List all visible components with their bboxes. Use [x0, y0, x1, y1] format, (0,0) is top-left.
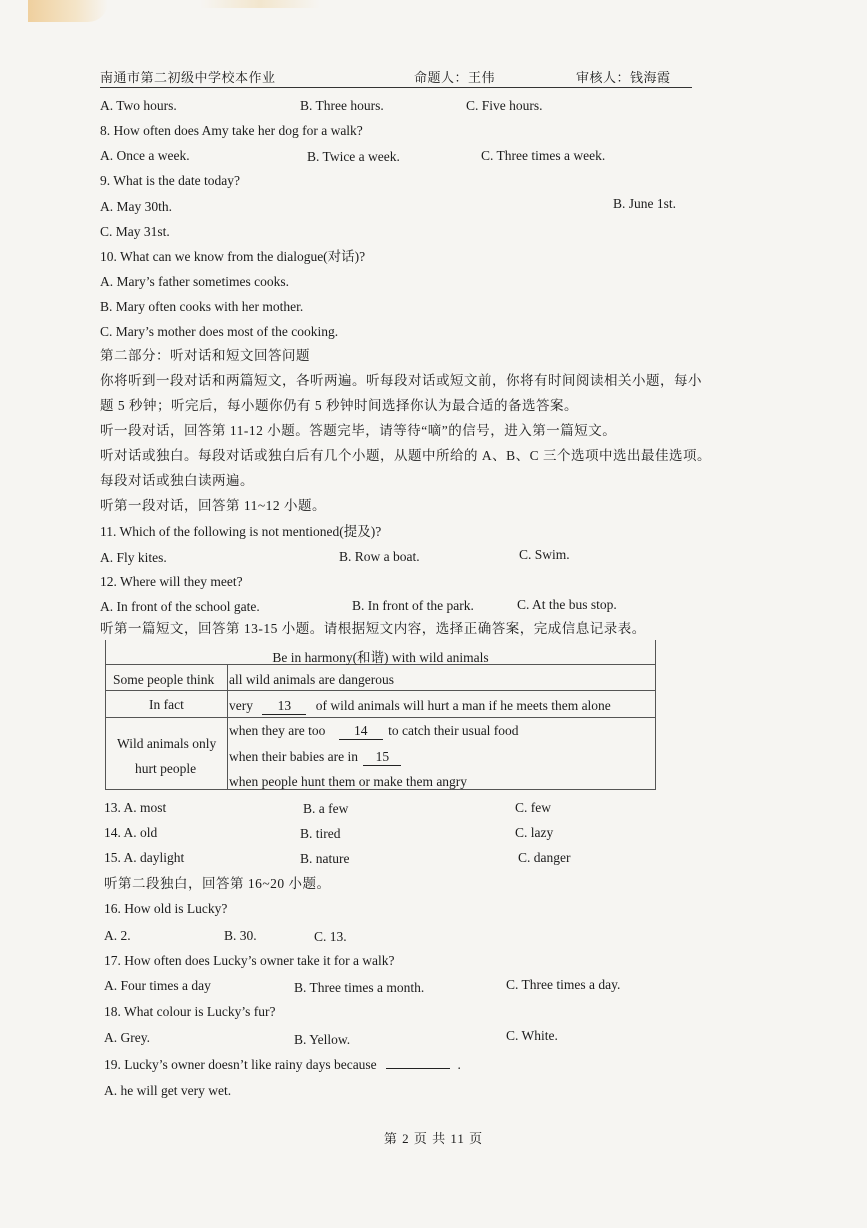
- q12-option-b: B. In front of the park.: [352, 598, 474, 613]
- q12-stem: 12. Where will they meet?: [100, 574, 243, 589]
- q17-option-b: B. Three times a month.: [294, 980, 425, 995]
- q11-option-a: A. Fly kites.: [100, 550, 167, 565]
- q19-stem-end: .: [457, 1057, 461, 1072]
- table-cell-text: when they are too: [229, 723, 326, 738]
- part2-instruction: 题 5 秒钟；听完后，每小题你仍有 5 秒钟时间选择你认为最合适的备选答案。: [100, 398, 578, 413]
- q8-stem: 8. How often does Amy take her dog for a walk?: [100, 123, 363, 138]
- table-cell-text: of wild animals will hurt a man if he meets them alone: [315, 698, 611, 713]
- section-instruction: 听第二段独白，回答第 16~20 小题。: [104, 876, 331, 891]
- info-record-table: [105, 640, 656, 790]
- q17-stem: 17. How often does Lucky’s owner take it for a walk?: [104, 953, 395, 968]
- blank-15: 15: [363, 749, 401, 766]
- q17-option-a: A. Four times a day: [104, 978, 211, 993]
- part2-instruction: 听对话或独白。每段对话或独白后有几个小题，从题中所给的 A、B、C 三个选项中选出最佳选项。: [100, 448, 712, 463]
- q15-option-a: 15. A. daylight: [104, 850, 185, 865]
- q15-option-b: B. nature: [300, 851, 350, 866]
- q18-option-c: C. White.: [506, 1028, 558, 1043]
- part2-instruction: 听一段对话，回答第 11-12 小题。答题完毕，请等待“嘀”的信号，进入第一篇短文。: [100, 423, 617, 438]
- table-cell: all wild animals are dangerous: [229, 672, 394, 687]
- q12-option-a: A. In front of the school gate.: [100, 599, 260, 614]
- table-title: Be in harmony(和谐) with wild animals: [272, 650, 489, 665]
- header-rule: [100, 87, 692, 88]
- q18-option-a: A. Grey.: [104, 1030, 150, 1045]
- part2-instruction: 你将听到一段对话和两篇短文，各听两遍。听每段对话或短文前，你将有时间阅读相关小题，每小: [100, 373, 702, 388]
- q10-option-b: B. Mary often cooks with her mother.: [100, 299, 304, 314]
- table-row-label: Some people think: [113, 672, 215, 687]
- blank-13: 13: [262, 698, 306, 715]
- table-cell: [229, 749, 401, 766]
- q13-option-a: 13. A. most: [104, 800, 167, 815]
- q15-option-c: C. danger: [518, 850, 571, 865]
- q13-option-b: B. a few: [303, 801, 349, 816]
- header-school: 南通市第二初级中学校本作业: [100, 70, 276, 85]
- q7-option-a: A. Two hours.: [100, 98, 177, 113]
- q7-option-c: C. Five hours.: [466, 98, 543, 113]
- q9-option-a: A. May 30th.: [100, 199, 172, 214]
- section-instruction: 听第一篇短文，回答第 13-15 小题。请根据短文内容，选择正确答案，完成信息记录表。: [100, 621, 646, 636]
- table-cell: when people hunt them or make them angry: [229, 774, 468, 789]
- part2-instruction: 每段对话或独白读两遍。: [100, 473, 254, 488]
- table-row-label: hurt people: [135, 761, 197, 776]
- q19-stem: [104, 1056, 461, 1074]
- q10-option-c: C. Mary’s mother does most of the cooking.: [100, 324, 339, 339]
- answer-blank: [386, 1068, 450, 1069]
- table-cell: [229, 698, 611, 715]
- q17-option-c: C. Three times a day.: [506, 977, 621, 992]
- table-cell-text: very: [229, 698, 253, 713]
- q16-stem: 16. How old is Lucky?: [104, 901, 228, 916]
- paper-stain: [28, 0, 108, 22]
- q13-option-c: C. few: [515, 800, 551, 815]
- q11-stem: 11. Which of the following is not mentioned(提及)?: [100, 524, 382, 539]
- section-instruction: 听第一段对话，回答第 11~12 小题。: [100, 498, 327, 513]
- table-cell-text: when their babies are in: [229, 749, 358, 764]
- header-author: 命题人：王伟: [414, 70, 496, 85]
- q9-option-c: C. May 31st.: [100, 224, 170, 239]
- q11-option-c: C. Swim.: [519, 547, 570, 562]
- q19-stem-text: 19. Lucky’s owner doesn’t like rainy days because: [104, 1057, 377, 1072]
- q9-option-b: B. June 1st.: [613, 196, 677, 211]
- q12-option-c: C. At the bus stop.: [517, 597, 617, 612]
- q14-option-c: C. lazy: [515, 825, 554, 840]
- table-cell: [229, 723, 519, 740]
- q16-option-c: C. 13.: [314, 929, 347, 944]
- q14-option-a: 14. A. old: [104, 825, 158, 840]
- blank-14: 14: [339, 723, 383, 740]
- q16-option-a: A. 2.: [104, 928, 131, 943]
- q7-option-b: B. Three hours.: [300, 98, 384, 113]
- table-row-label: In fact: [149, 697, 184, 712]
- q8-option-b: B. Twice a week.: [307, 149, 400, 164]
- q16-option-b: B. 30.: [224, 928, 257, 943]
- page-number: 第 2 页 共 11 页: [383, 1131, 484, 1146]
- q18-option-b: B. Yellow.: [294, 1032, 351, 1047]
- part2-title: 第二部分：听对话和短文回答问题: [100, 348, 310, 363]
- header-reviewer: 审核人：钱海霞: [576, 70, 671, 85]
- table-cell-text: to catch their usual food: [388, 723, 519, 738]
- q8-option-a: A. Once a week.: [100, 148, 190, 163]
- q19-option-a: A. he will get very wet.: [104, 1083, 232, 1098]
- q18-stem: 18. What colour is Lucky’s fur?: [104, 1004, 276, 1019]
- q11-option-b: B. Row a boat.: [339, 549, 420, 564]
- paper-stain: [200, 0, 320, 8]
- q10-stem: 10. What can we know from the dialogue(对话)?: [100, 249, 366, 264]
- q10-option-a: A. Mary’s father sometimes cooks.: [100, 274, 289, 289]
- q8-option-c: C. Three times a week.: [481, 148, 606, 163]
- q9-stem: 9. What is the date today?: [100, 173, 240, 188]
- q14-option-b: B. tired: [300, 826, 341, 841]
- table-row-label: Wild animals only: [117, 736, 217, 751]
